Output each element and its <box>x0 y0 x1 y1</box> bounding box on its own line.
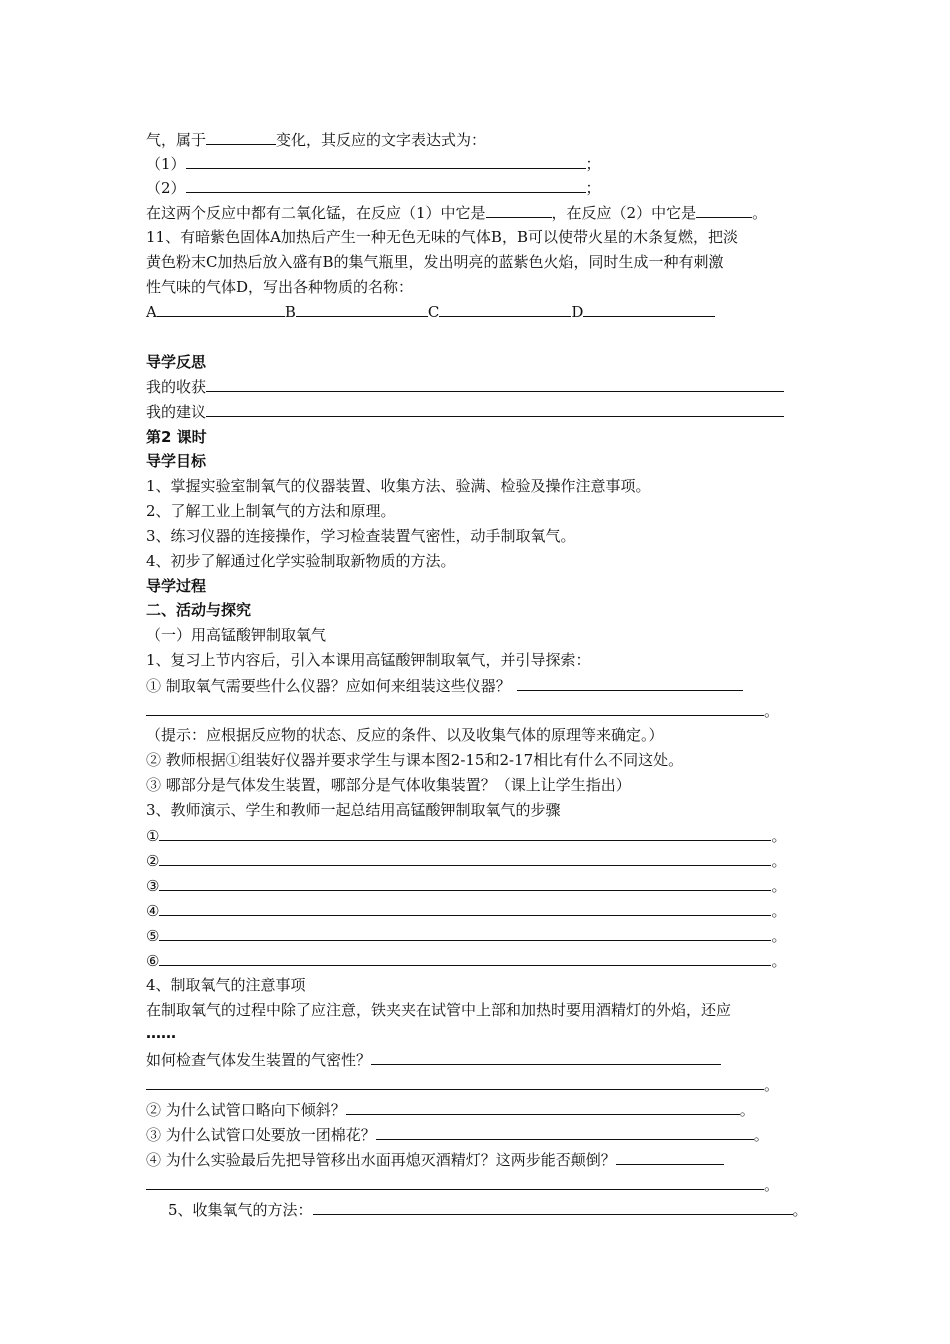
ellipsis: …… <box>146 1024 176 1042</box>
answer-blank[interactable] <box>376 1125 754 1140</box>
line-change-type: 气，属于 变化，其反应的文字表达式为： <box>146 131 487 149</box>
answer-line: 。 <box>146 1075 779 1094</box>
question-11-line2: 黄色粉末C加热后放入盛有B的集气瓶里，发出明亮的蓝紫色火焰，同时生成一种有刺激 <box>146 253 724 271</box>
answer-blank-c[interactable] <box>439 302 571 317</box>
reflection-title: 导学反思 <box>146 353 207 371</box>
question-11-line1: 11、有暗紫色固体A加热后产生一种无色无味的气体B，B可以使带火星的木条复燃，把淡 <box>146 228 738 246</box>
question-parts: ③ 哪部分是气体发生装置，哪部分是气体收集装置？（课上让学生指出） <box>146 776 631 794</box>
step-line: ⑤ 。 <box>146 927 787 945</box>
step-line: ① 。 <box>146 827 787 845</box>
step-4-text: 在制取氧气的过程中除了应注意，铁夹夹在试管中上部和加热时要用酒精灯的外焰，还应 <box>146 1001 732 1019</box>
step-line: ④ 。 <box>146 902 787 920</box>
question-airtight: 如何检查气体发生装置的气密性？ <box>146 1050 721 1069</box>
goal-item: 1、掌握实验室制氧气的仪器装置、收集方法、验满、检验及操作注意事项。 <box>146 477 651 495</box>
question-compare: ② 教师根据①组装好仪器并要求学生与课本图2-15和2-17相比有什么不同这处。 <box>146 751 684 769</box>
answer-blank[interactable] <box>486 203 552 218</box>
answer-blank[interactable] <box>371 1050 721 1065</box>
answer-blank[interactable] <box>186 178 586 193</box>
answer-blank[interactable] <box>159 951 771 966</box>
answer-blank[interactable] <box>346 1100 740 1115</box>
question-tilt: ② 为什么试管口略向下倾斜？ 。 <box>146 1101 755 1119</box>
hint: （提示：应根据反应物的状态、反应的条件、以及收集气体的原理等来确定。） <box>146 726 664 744</box>
answer-blank-a[interactable] <box>157 302 285 317</box>
question-instruments: ① 制取氧气需要些什么仪器？应如何来组装这些仪器？ <box>146 676 743 695</box>
step-5-collect: 5、收集氧气的方法： 。 <box>168 1201 808 1219</box>
question-11-answers: A B C D <box>146 302 715 321</box>
step-line: ⑥ 。 <box>146 952 787 970</box>
reflection-gain: 我的收获 <box>146 377 784 396</box>
answer-blank[interactable] <box>186 154 586 169</box>
answer-blank[interactable] <box>146 1175 764 1190</box>
question-11-line3: 性气味的气体D，写出各种物质的名称： <box>146 278 414 296</box>
answer-blank[interactable] <box>206 130 276 145</box>
answer-blank[interactable] <box>146 701 764 716</box>
line-reaction-1: （1） ； <box>146 155 601 173</box>
goals-title: 导学目标 <box>146 452 207 470</box>
goal-item: 4、初步了解通过化学实验制取新物质的方法。 <box>146 552 456 570</box>
step-3-intro: 3、教师演示、学生和教师一起总结用高锰酸钾制取氧气的步骤 <box>146 801 561 819</box>
answer-blank[interactable] <box>159 876 771 891</box>
answer-blank[interactable] <box>696 203 752 218</box>
answer-blank[interactable] <box>517 676 743 691</box>
answer-blank[interactable] <box>159 926 771 941</box>
section-2-title: 二、活动与探究 <box>146 601 252 619</box>
goal-item: 2、了解工业上制氧气的方法和原理。 <box>146 502 396 520</box>
line-reaction-2: （2） ； <box>146 179 601 197</box>
answer-blank[interactable] <box>313 1200 793 1215</box>
line-mno2-role: 在这两个反应中都有二氧化锰，在反应（1）中它是 ，在反应（2）中它是 。 <box>146 204 768 222</box>
reflection-suggest: 我的建议 <box>146 402 784 421</box>
lesson2-title: 第2 课时 <box>146 428 207 446</box>
sub-section-1: （一）用高锰酸钾制取氧气 <box>146 626 327 644</box>
answer-blank[interactable] <box>146 1075 764 1090</box>
step-4-title: 4、制取氧气的注意事项 <box>146 976 306 994</box>
answer-blank[interactable] <box>206 377 784 392</box>
answer-blank-b[interactable] <box>296 302 428 317</box>
answer-blank-d[interactable] <box>583 302 715 317</box>
answer-blank[interactable] <box>159 901 771 916</box>
process-title: 导学过程 <box>146 577 207 595</box>
step-line: ③ 。 <box>146 877 787 895</box>
answer-line: 。 <box>146 701 779 720</box>
question-cotton: ③ 为什么试管口处要放一团棉花？ 。 <box>146 1126 769 1144</box>
step-1-intro: 1、复习上节内容后，引入本课用高锰酸钾制取氧气，并引导探索： <box>146 651 591 669</box>
goal-item: 3、练习仪器的连接操作，学习检查装置气密性，动手制取氧气。 <box>146 527 576 545</box>
answer-blank[interactable] <box>616 1150 724 1165</box>
answer-blank[interactable] <box>159 826 771 841</box>
answer-blank[interactable] <box>159 851 771 866</box>
answer-line: 。 <box>146 1175 779 1194</box>
answer-blank[interactable] <box>206 402 784 417</box>
step-line: ② 。 <box>146 852 787 870</box>
question-order: ④ 为什么实验最后先把导管移出水面再熄灭酒精灯？这两步能否颠倒？ <box>146 1150 724 1169</box>
